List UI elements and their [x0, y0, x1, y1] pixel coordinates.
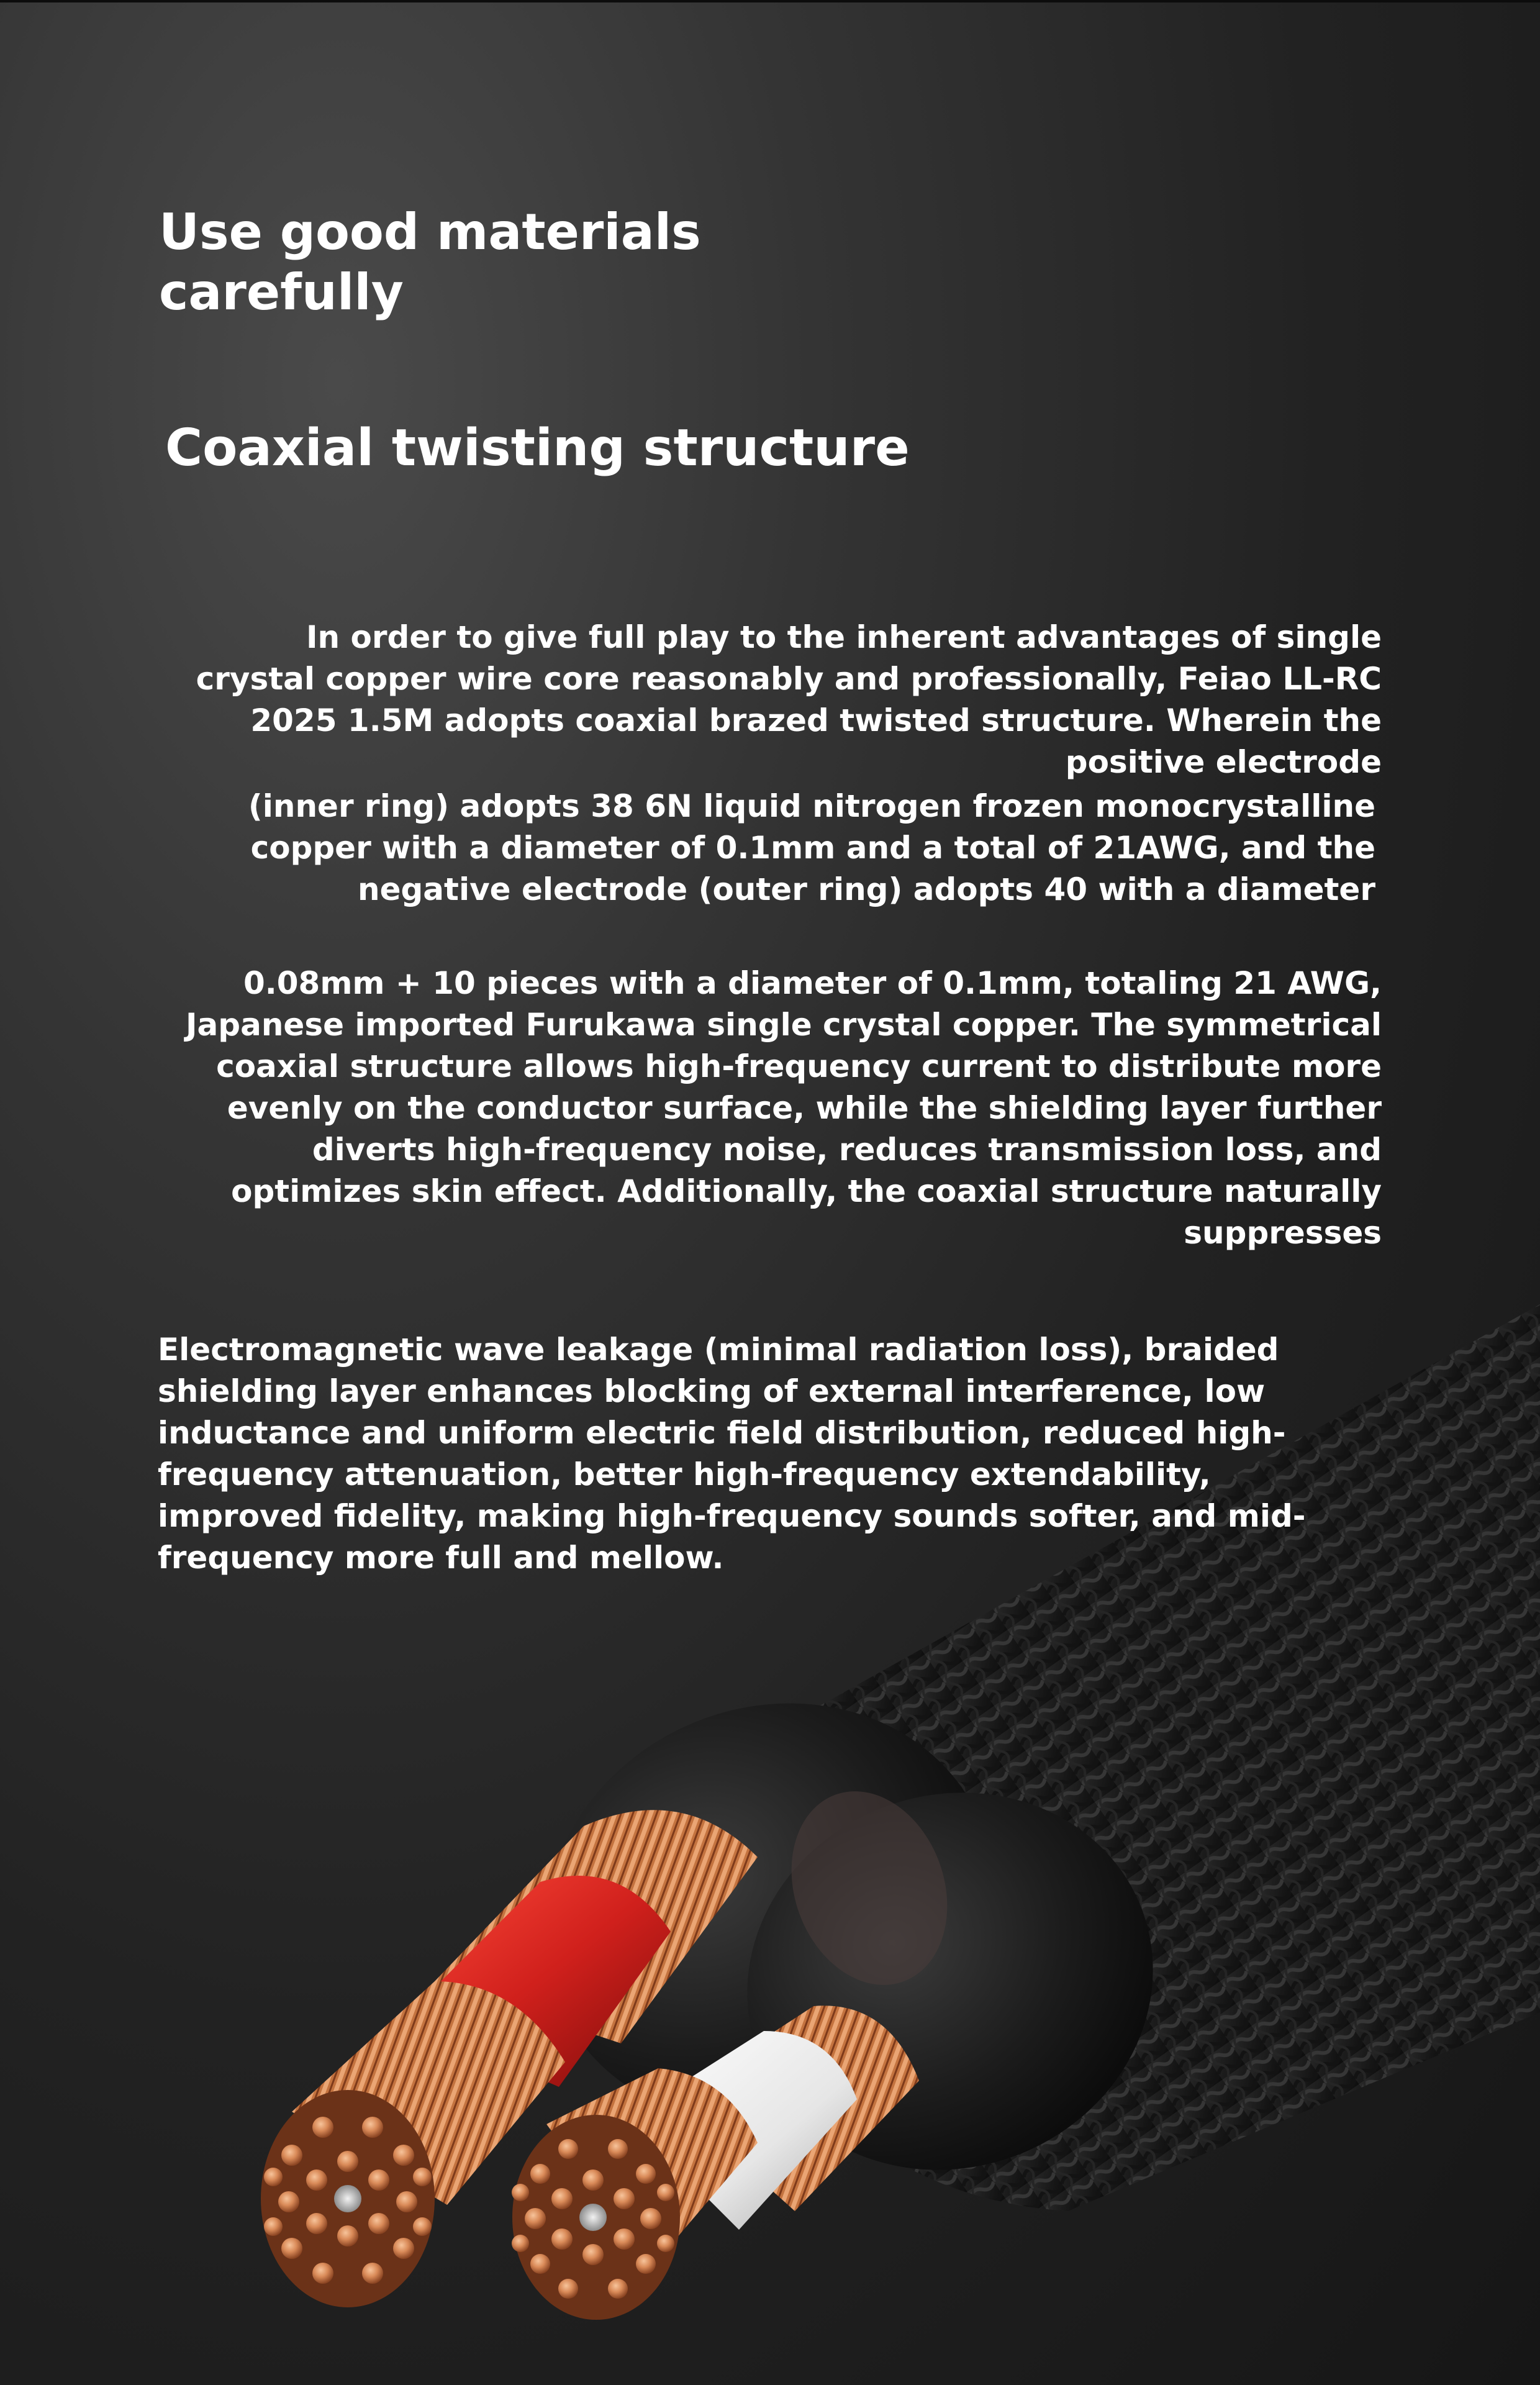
description-paragraph-2: (inner ring) adopts 38 6N liquid nitrogen frozen monocrystalline copper with a diameter of 0.1mm and a total of 21AWG, and the negative electrode (outer ring) adopts 40 with a diameter — [248, 788, 1375, 907]
description-paragraph-3: 0.08mm + 10 pieces with a diameter of 0.1mm, totaling 21 AWG, Japanese imported Furukawa single crystal copper. The symmetrical coaxial structure allows high-frequency current to distribute more evenly on the conductor surface, while the shielding layer further diverts high-frequency noise, reduces transmission loss, and optimizes skin effect. Additionally, the coaxial structure naturally suppresses — [185, 965, 1382, 1251]
description-paragraph-4: Electromagnetic wave leakage (minimal radiation loss), braided shielding layer enhances blocking of external interference, low inductance and uniform electric field distribution, reduced high-frequency attenuation, better high-frequency extendability, improved fidelity, making high-frequency sounds softer, and mid-frequency more full and mellow. — [158, 1332, 1306, 1576]
section-title: Coaxial twisting structure — [165, 419, 910, 478]
description-paragraph-1: In order to give full play to the inherent advantages of single crystal copper wire core reasonably and professionally, Feiao LL-RC 2025 1.5M adopts coaxial brazed twisted structure. Wherein the positive electrode — [196, 619, 1382, 780]
page-headline: Use good materials carefully — [159, 203, 701, 321]
